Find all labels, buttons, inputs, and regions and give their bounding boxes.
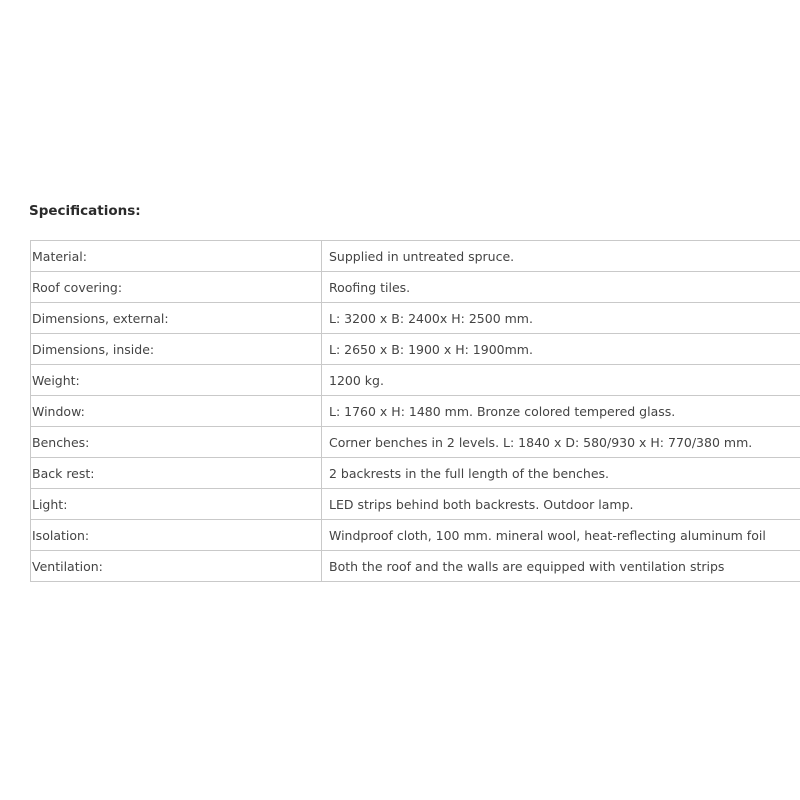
table-row xyxy=(31,303,800,334)
table-row xyxy=(31,458,800,489)
spec-value: Roofing tiles. xyxy=(322,272,800,303)
spec-label: Roof covering: xyxy=(31,272,322,303)
spec-value: L: 2650 x B: 1900 x H: 1900mm. xyxy=(322,334,800,365)
spec-value: Windproof cloth, 100 mm. mineral wool, heat-reflecting aluminum foil xyxy=(322,520,800,551)
spec-value: L: 1760 x H: 1480 mm. Bronze colored tempered glass. xyxy=(322,396,800,427)
spec-value: LED strips behind both backrests. Outdoor lamp. xyxy=(322,489,800,520)
spec-label: Window: xyxy=(31,396,322,427)
spec-label: Dimensions, inside: xyxy=(31,334,322,365)
spec-value: 1200 kg. xyxy=(322,365,800,396)
specifications-table xyxy=(30,240,800,582)
table-row xyxy=(31,272,800,303)
spec-value: Corner benches in 2 levels. L: 1840 x D: 580/930 x H: 770/380 mm. xyxy=(322,427,800,458)
table-row xyxy=(31,489,800,520)
spec-value: Both the roof and the walls are equipped with ventilation strips xyxy=(322,551,800,582)
spec-label: Benches: xyxy=(31,427,322,458)
table-row xyxy=(31,551,800,582)
spec-label: Isolation: xyxy=(31,520,322,551)
spec-value: 2 backrests in the full length of the benches. xyxy=(322,458,800,489)
spec-label: Ventilation: xyxy=(31,551,322,582)
table-row xyxy=(31,365,800,396)
spec-label: Weight: xyxy=(31,365,322,396)
spec-label: Back rest: xyxy=(31,458,322,489)
spec-value: L: 3200 x B: 2400x H: 2500 mm. xyxy=(322,303,800,334)
table-row xyxy=(31,334,800,365)
table-row xyxy=(31,427,800,458)
specifications-heading: Specifications: xyxy=(29,203,141,219)
table-row xyxy=(31,396,800,427)
table-row xyxy=(31,520,800,551)
spec-label: Dimensions, external: xyxy=(31,303,322,334)
spec-label: Light: xyxy=(31,489,322,520)
table-row xyxy=(31,241,800,272)
spec-label: Material: xyxy=(31,241,322,272)
spec-value: Supplied in untreated spruce. xyxy=(322,241,800,272)
